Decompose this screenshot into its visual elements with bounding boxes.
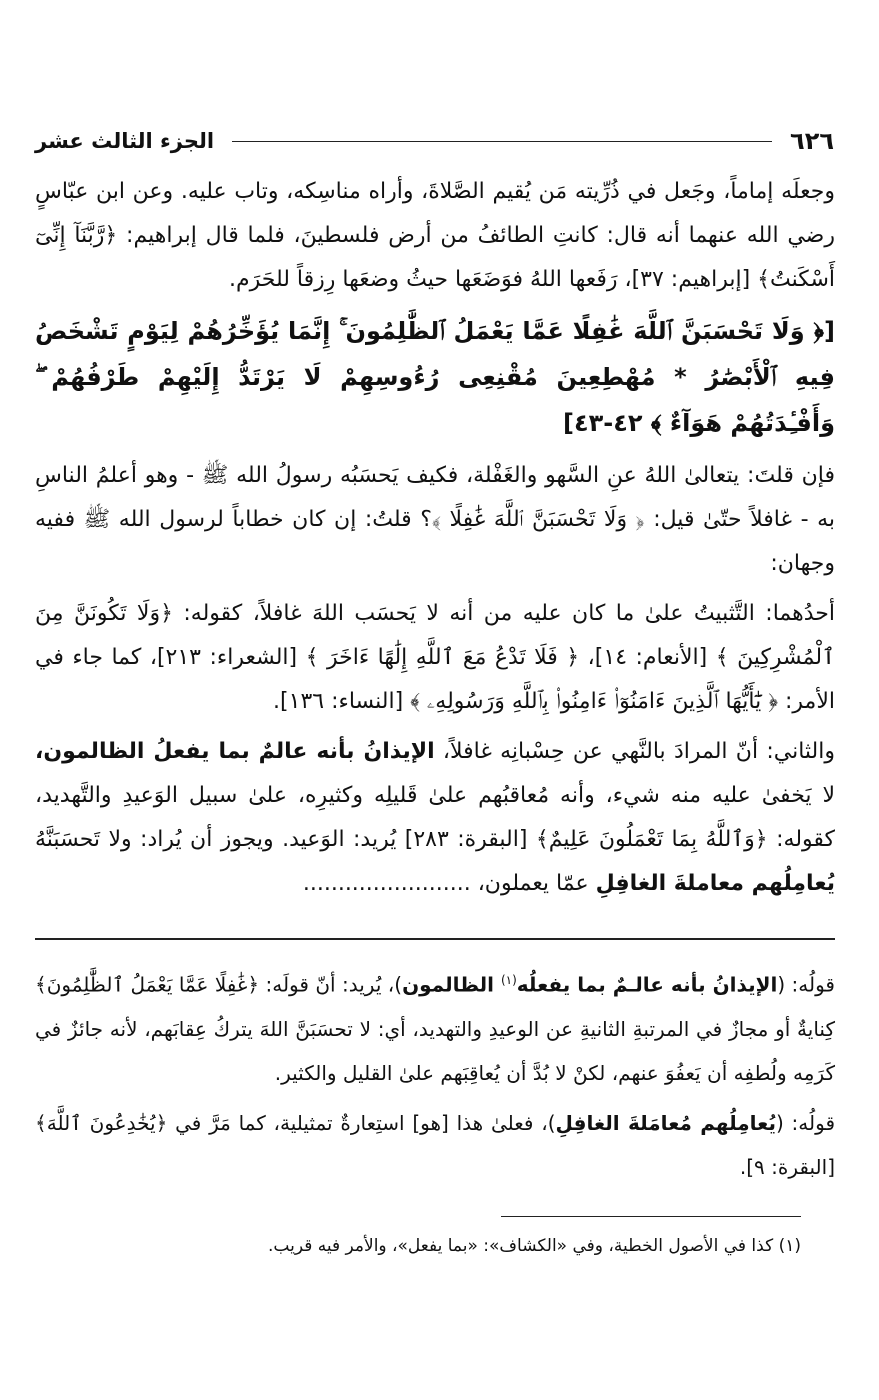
paragraph-4 — [35, 730, 835, 906]
quran-verse-block: [﴿ وَلَا تَحْسَبَنَّ ٱللَّهَ غَٰفِلًا عَمَّا يَعْمَلُ ٱلظَّٰلِمُونَ ۚ إِنَّمَا يُؤَخِّرُهُمْ لِيَوْمٍ تَشْخَصُ فِيهِ ٱلْأَبْصَٰرُ * مُهْطِعِينَ مُقْنِعِى رُءُوسِهِمْ لَا يَرْتَدُّ إِلَيْهِمْ طَرْفُهُمْ ۖ وَأَفْـِٔدَتُهُمْ هَوَآءٌ ﴾ ٤٢-٤٣] — [35, 317, 835, 437]
paragraph-4-end: عمّا يعملون، — [470, 871, 596, 896]
footnote: (١) كذا في الأصول الخطية، وفي «الكشاف»: «بما يفعل»، والأمر فيه قريب. — [268, 1236, 801, 1256]
header-rule — [232, 141, 772, 142]
running-title: الجزء الثالث عشر — [35, 129, 215, 153]
paragraph-1: وجعلَه إماماً، وجَعل في ذُرِّيته مَن يُقيم الصَّلاةَ، وأراه مناسِكه، وتاب عليه. وعن ابن عبّاسٍ رضي الله عنهما أنه قال: كانتِ الطائفُ من أرض فلسطينَ، فلما قال إبراهيم: ﴿رَّبَّنَآ إِنِّىٓ أَسْكَنتُ﴾ [إبراهيم: ٣٧]، رَفَعها اللهُ فوَضَعَها حيثُ وضعَها رِزقاً للحَرَم. — [35, 179, 835, 292]
footnote-rule — [501, 1216, 801, 1217]
footnote-ref: (١) — [500, 973, 517, 987]
commentary-2-quote: يُعامِلُهم مُعامَلةَ الغافِلِ — [555, 1110, 776, 1135]
commentary-paragraph-2 — [35, 1101, 835, 1189]
commentary-2-rest: )، فعلىٰ هذا [هو] استِعارةٌ تمثيلية، كما مَرَّ في ﴿يُخَٰدِعُونَ ٱللَّهَ﴾ [البقرة: ٩]. — [35, 1110, 835, 1179]
commentary-2-lead: قولُه: ( — [775, 1110, 836, 1135]
paragraph-4-start: والثاني: أنّ المرادَ بالنَّهي عن حِسْبانِه غافلاً، — [434, 739, 835, 764]
paragraph-3: أحدُهما: التَّثبيتُ علىٰ ما كان عليه من أنه لا يَحسَب اللهَ غافلاً، كقوله: ﴿وَلَا تَكُونَنَّ مِنَ ٱلْمُشْرِكِينَ ﴾ [الأنعام: ١٤]، ﴿ فَلَا تَدْعُ مَعَ ٱللَّهِ إِلَٰهًا ءَاخَرَ ﴾ [الشعراء: ٢١٣]، كما جاء في الأمر: ﴿ يَٰٓأَيُّهَا ٱلَّذِينَ ءَامَنُوٓا۟ ءَامِنُوا۟ بِٱللَّهِ وَرَسُولِهِۦ ﴾ [النساء: ١٣٦]. — [35, 601, 835, 714]
commentary-paragraph-1 — [35, 958, 835, 1095]
paragraph-4-rest: لا يَخفىٰ عليه منه شيء، وأنه مُعاقبُهم علىٰ قَليلِه وكثيرِه، علىٰ سبيل الوَعيدِ والتَّهديد، كقوله: ﴿وَٱللَّهُ بِمَا تَعْمَلُونَ عَلِيمٌ﴾ [البقرة: ٢٨٣] يُريد: الوَعيد. ويجوز أن يُراد: ولا تَحسَبَنَّهُ — [35, 783, 835, 852]
commentary-1-quote: الإيذانُ بأنه عالـمٌ بما يفعلُه — [516, 972, 778, 997]
page-header — [35, 124, 834, 158]
commentary-1-lead: قولُه: ( — [777, 972, 835, 997]
paragraph-4-emphasis: الإيذانُ بأنه عالمٌ بما يفعلُ الظالمون، — [35, 739, 435, 764]
page-number: ٦٢٦ — [790, 127, 834, 155]
main-text — [35, 170, 835, 912]
paragraph-4-emphasis-2: يُعامِلُهم معاملةَ الغافِلِ — [595, 871, 835, 896]
commentary-1-rest: )، يُريد: أنّ قولَه: ﴿غَٰفِلًا عَمَّا يَعْمَلُ ٱلظَّٰلِمُونَ﴾ كِنايةٌ أو مجازٌ في المرتبةِ الثانيةِ عن الوعيدِ والتهديد، أي: لا تحسَبَنَّ اللهَ يتركُ عِقابَهم، لأنه جائزٌ في كَرَمِه ولُطفِه أن يَعفُوَ عنهم، لكنْ لا بُدَّ أن يُعاقِبَهم علىٰ القليل والكثير. — [35, 972, 835, 1085]
commentary-separator — [35, 938, 835, 940]
commentary-1-quote-2: الظالمون — [402, 972, 501, 997]
paragraph-2: فإن قلتَ: يتعالىٰ اللهُ عنِ السَّهو والغَفْلة، فكيف يَحسَبُه رسولُ الله ﷺ - وهو أعلمُ الناسِ به - غافلاً حتّىٰ قيل: ﴿ وَلَا تَحْسَبَنَّ ٱللَّهَ غَٰفِلًا ﴾؟ قلتُ: إن كان خطاباً لرسول الله ﷺ ففيه وجهان: — [35, 463, 835, 576]
continuation-dots: ........................ — [302, 871, 471, 896]
commentary-text — [35, 958, 835, 1195]
